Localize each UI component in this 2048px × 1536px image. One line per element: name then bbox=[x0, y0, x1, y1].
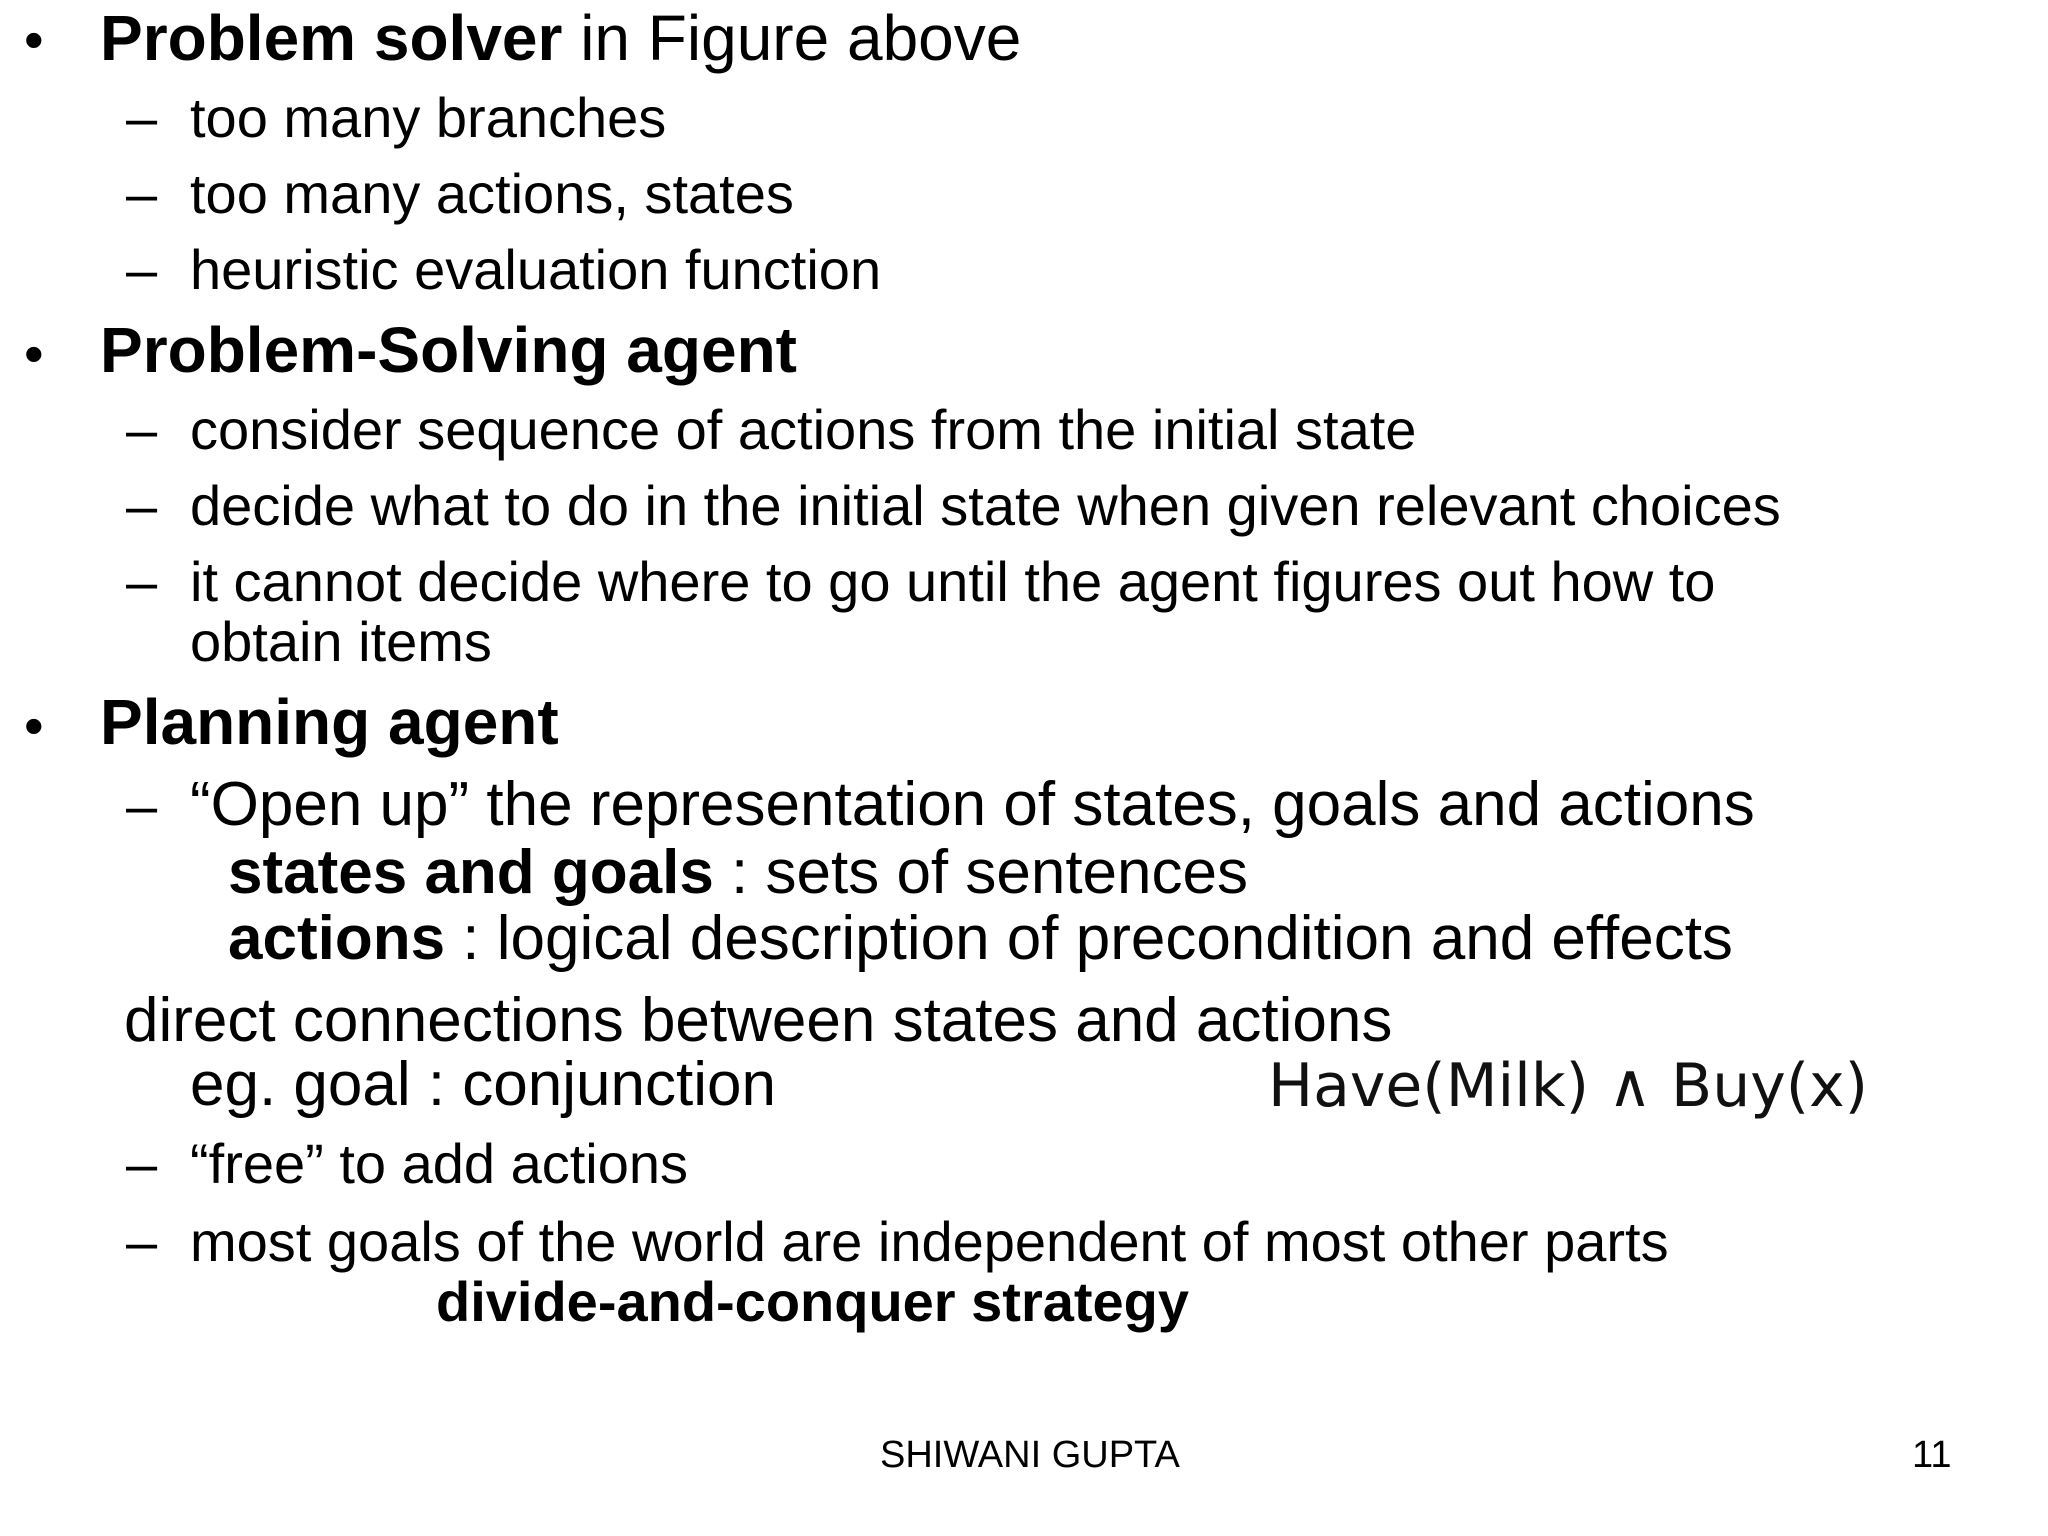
bullet-heading: Planning agent bbox=[100, 686, 559, 758]
page-number: 11 bbox=[1912, 1434, 1952, 1476]
heading-bold: Problem solver bbox=[100, 2, 563, 74]
heading-rest: in Figure above bbox=[562, 2, 1022, 74]
dash-marker: – bbox=[126, 1132, 158, 1195]
bullet-marker: • bbox=[24, 8, 44, 71]
sub-item: “Open up” the representation of states, goals and actions bbox=[190, 770, 1755, 839]
dash-marker: – bbox=[126, 1210, 158, 1273]
sub-item-continuation: obtain items bbox=[190, 610, 492, 673]
states-goals-line bbox=[228, 838, 1249, 907]
actions-def: : logical description of precondition and effects bbox=[445, 904, 1733, 973]
dash-marker: – bbox=[126, 162, 158, 225]
bullet-marker: • bbox=[24, 322, 44, 385]
sub-item: heuristic evaluation function bbox=[190, 238, 882, 301]
bullet-heading: Problem-Solving agent bbox=[100, 314, 797, 386]
goal-formula: Have(Milk) ∧ Buy(x) bbox=[1268, 1051, 1869, 1121]
dash-marker: – bbox=[126, 238, 158, 301]
dash-marker: – bbox=[126, 774, 158, 837]
dash-marker: – bbox=[126, 474, 158, 537]
states-goals-def: : sets of sentences bbox=[713, 838, 1249, 907]
actions-term: actions bbox=[228, 904, 446, 973]
direct-connections-line: direct connections between states and actions bbox=[124, 986, 1393, 1055]
sub-item: “free” to add actions bbox=[190, 1132, 689, 1195]
dash-marker: – bbox=[126, 86, 158, 149]
sub-item: most goals of the world are independent of most other parts bbox=[190, 1210, 1669, 1273]
sub-item: too many branches bbox=[190, 86, 667, 149]
dash-marker: – bbox=[126, 550, 158, 613]
bullet-heading bbox=[100, 2, 1022, 74]
footer-author: SHIWANI GUPTA bbox=[880, 1434, 1180, 1476]
divide-conquer-line: divide-and-conquer strategy bbox=[436, 1270, 1190, 1333]
states-goals-term: states and goals bbox=[228, 838, 714, 907]
sub-item: decide what to do in the initial state when given relevant choices bbox=[190, 474, 1781, 537]
actions-line bbox=[228, 904, 1733, 973]
sub-item: consider sequence of actions from the initial state bbox=[190, 398, 1417, 461]
sub-item: too many actions, states bbox=[190, 162, 794, 225]
sub-item: it cannot decide where to go until the agent figures out how to bbox=[190, 550, 1716, 613]
example-line: eg. goal : conjunction bbox=[190, 1050, 776, 1119]
bullet-marker: • bbox=[24, 694, 44, 757]
dash-marker: – bbox=[126, 398, 158, 461]
